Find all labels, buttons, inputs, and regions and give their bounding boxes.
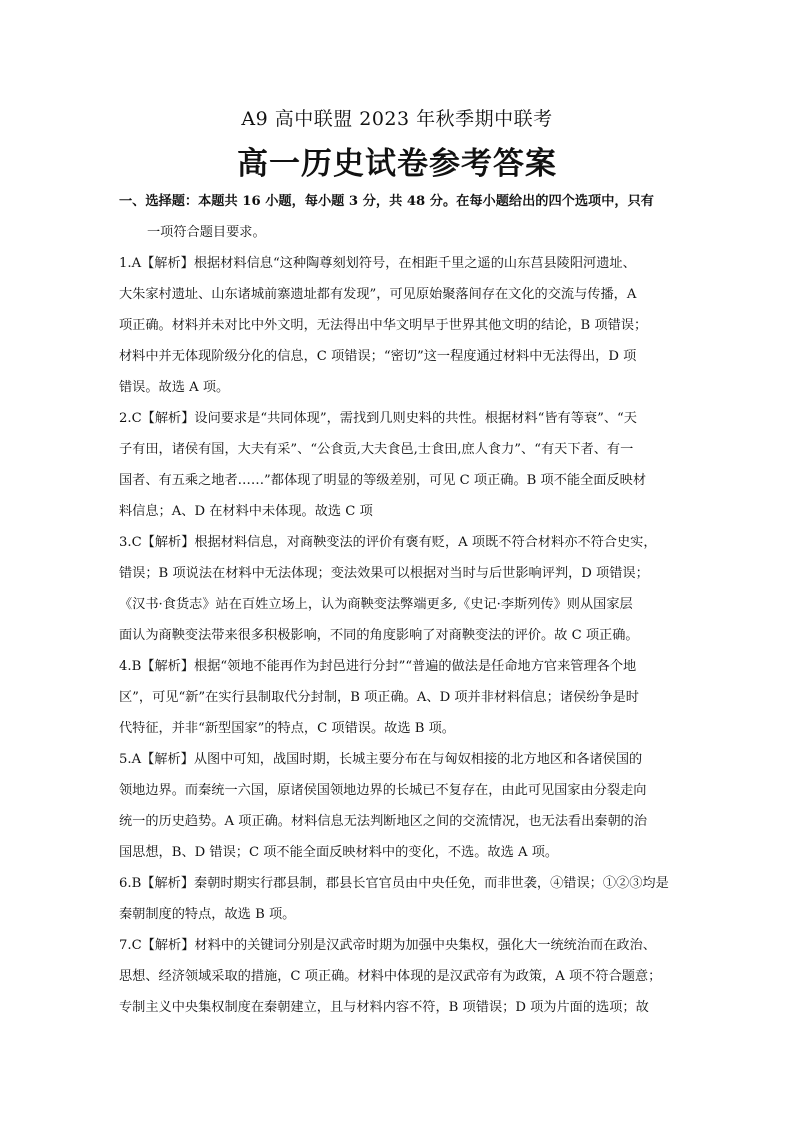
answer-line: 错误。故选 A 项。 xyxy=(119,380,230,395)
answer-7 xyxy=(119,930,681,1023)
exam-subtitle: A9 高中联盟 2023 年秋季期中联考 xyxy=(241,108,553,130)
answer-line: 国者、有五乘之地者……”都体现了明显的等级差别，可见 C 项正确。B 项不能全面反映材 xyxy=(119,473,647,488)
answer-line: 面认为商鞅变法带来很多积极影响，不同的角度影响了对商鞅变法的评价。故 C 项正确。 xyxy=(119,628,639,643)
answer-line: 思想、经济领域采取的措施，C 项正确。材料中体现的是汉武帝有为政策，A 项不符合题意； xyxy=(119,969,662,984)
answer-1 xyxy=(119,248,681,403)
answer-5 xyxy=(119,744,681,868)
answer-line: 4.B【解析】根据“领地不能再作为封邑进行分封”“普遍的做法是任命地方官来管理各个地 xyxy=(119,659,637,674)
answer-6 xyxy=(119,868,681,930)
answer-line: 秦朝制度的特点，故选 B 项。 xyxy=(119,907,296,922)
answer-line: 代特征，并非“新型国家”的特点，C 项错误。故选 B 项。 xyxy=(119,721,455,736)
answer-line: 领地边界。而秦统一六国，原诸侯国领地边界的长城已不复存在，由此可见国家由分裂走向 xyxy=(119,783,647,798)
answer-2 xyxy=(119,403,681,527)
answer-line: 子有田，诸侯有国，大夫有采”、“公食贡,大夫食邑,士食田,庶人食力”、“有天下者、有一 xyxy=(119,442,634,457)
answer-3 xyxy=(119,527,681,651)
answer-line: 6.B【解析】秦朝时期实行郡县制，郡县长官官员由中央任免，而非世袭，④错误；①②③均是 xyxy=(119,876,669,891)
section-heading: 一、选择题：本题共 16 小题，每小题 3 分，共 48 分。在每小题给出的四个选项中，只有 xyxy=(119,194,654,209)
answer-line: 料信息；A、D 在材料中未体现。故选 C 项 xyxy=(119,504,373,519)
answer-line: 国思想，B、D 错误；C 项不能全面反映材料中的变化，不选。故选 A 项。 xyxy=(119,845,559,860)
section-heading-cont: 一项符合题目要求。 xyxy=(147,225,266,240)
page-title: 高一历史试卷参考答案 xyxy=(237,146,557,182)
answer-line: 大朱家村遗址、山东诸城前寨遗址都有发现”，可见原始聚落间存在文化的交流与传播，A xyxy=(119,287,637,302)
answer-content xyxy=(119,186,681,1023)
answer-line: 2.C【解析】设问要求是“共同体现”，需找到几则史料的共性。根据材料“皆有等衰”、“天 xyxy=(119,411,637,426)
answer-line: 项正确。材料并未对比中外文明，无法得出中华文明早于世界其他文明的结论，B 项错误； xyxy=(119,318,648,333)
answer-line: 专制主义中央集权制度在秦朝建立，且与材料内容不符，B 项错误；D 项为片面的选项；故 xyxy=(119,1000,649,1015)
answer-4 xyxy=(119,651,681,744)
answer-line: 《汉书·食货志》站在百姓立场上，认为商鞅变法弊端更多,《史记·李斯列传》则从国家层 xyxy=(119,597,633,612)
answer-line: 错误；B 项说法在材料中无法体现；变法效果可以根据对当时与后世影响评判，D 项错误； xyxy=(119,566,649,581)
answer-line: 材料中并无体现阶级分化的信息，C 项错误；“密切”这一程度通过材料中无法得出，D 项 xyxy=(119,349,637,364)
answer-line: 7.C【解析】材料中的关键词分别是汉武帝时期为加强中央集权，强化大一统统治而在政治、 xyxy=(119,938,656,953)
answer-line: 区”，可见“新”在实行县制取代分封制，B 项正确。A、D 项并非材料信息；诸侯纷争是时 xyxy=(119,690,639,705)
answer-line: 统一的历史趋势。A 项正确。材料信息无法判断地区之间的交流情况，也无法看出秦朝的治 xyxy=(119,814,648,829)
answer-line: 5.A【解析】从图中可知，战国时期，长城主要分布在与匈奴相接的北方地区和各诸侯国的 xyxy=(119,752,643,767)
answer-line: 1.A【解析】根据材料信息“这种陶尊刻划符号，在相距千里之遥的山东莒县陵阳河遗址、 xyxy=(119,256,636,271)
answer-line: 3.C【解析】根据材料信息，对商鞅变法的评价有褒有贬，A 项既不符合材料亦不符合史实， xyxy=(119,535,657,550)
